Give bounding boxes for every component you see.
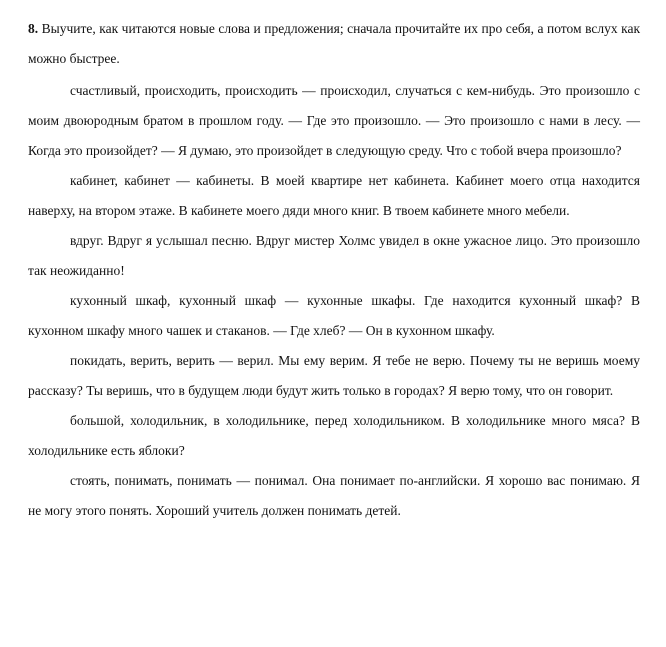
paragraph-6: большой, холодильник, в холодильнике, перед холодильником. В холодильнике много мяса? В холодильнике есть яблоки?	[28, 413, 640, 458]
paragraph-1: счастливый, происходить, происходить — происходил, случаться с кем-нибудь. Это произошло с моим двоюродным братом в прошлом году. — Где это произошло. — Это произошло с нами в лесу. — Когда это произойдет? — Я думаю, это произойдет в следующую среду. Что с тобой вчера произошло?	[28, 83, 640, 158]
paragraph-5: покидать, верить, верить — верил. Мы ему верим. Я тебе не верю. Почему ты не веришь моему рассказу? Ты веришь, что в будущем люди будут жить только в городах? Я верю тому, что он говорит.	[28, 353, 640, 398]
paragraph-7: стоять, понимать, понимать — понимал. Она понимает по-английски. Я хорошо вас понимаю. Я не могу этого понять. Хороший учитель должен понимать детей.	[28, 473, 640, 518]
paragraph-2: кабинет, кабинет — кабинеты. В моей квартире нет кабинета. Кабинет моего отца находится наверху, на втором этаже. В кабинете моего дяди много книг. В твоем кабинете много мебели.	[28, 173, 640, 218]
exercise-number: 8.	[28, 21, 39, 36]
exercise-heading	[28, 14, 640, 74]
paragraph-3: вдруг. Вдруг я услышал песню. Вдруг мистер Холмс увидел в окне ужасное лицо. Это произошло так неожиданно!	[28, 233, 640, 278]
exercise-instruction: Выучите, как читаются новые слова и предложения; сначала прочитайте их про себя, а потом вслух как можно быстрее.	[28, 21, 641, 66]
paragraph-4: кухонный шкаф, кухонный шкаф — кухонные шкафы. Где находится кухонный шкаф? В кухонном шкафу много чашек и стаканов. — Где хлеб? — Он в кухонном шкафу.	[28, 293, 640, 338]
